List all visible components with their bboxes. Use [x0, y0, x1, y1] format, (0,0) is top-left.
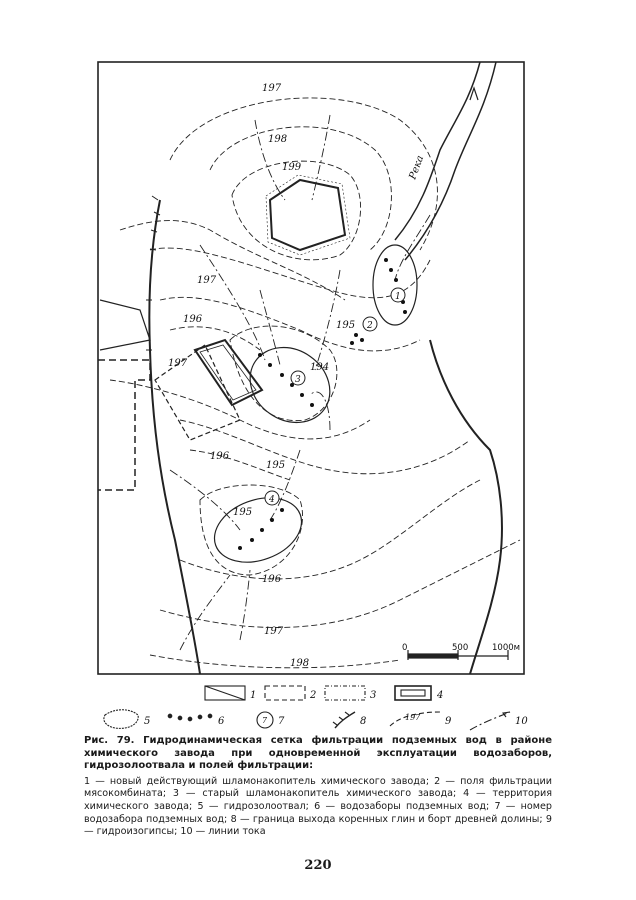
contour-198 — [210, 127, 391, 250]
well-field-1-outline — [373, 245, 417, 325]
legend-plant-icon-inner — [401, 690, 425, 696]
flow-line — [395, 215, 430, 280]
legend-number: 9 — [445, 716, 452, 727]
legend-number: 8 — [360, 716, 367, 727]
caption-body: 1 — новый действующий шламонакопитель химического завода; 2 — поля фильтрации мясокомбината; 3 — старый шламонакопитель химического завода; 4 — территория химического завода; 5 — гидрозолоотвал; 6 — водозаборы подземных вод; 7 — номер водозабора подземных вод; 8 — граница выхода коренных глин и борт древней долины; 9 — гидроизогипсы; 10 — линии тока — [84, 775, 552, 838]
contour-label: 195 — [266, 460, 286, 471]
legend-valley-hatching-icon — [333, 712, 349, 725]
well-field-4-outline — [205, 486, 310, 573]
flow-line — [255, 120, 288, 200]
scale-tick-label: 0 — [402, 643, 408, 653]
valley-hatching — [146, 196, 160, 350]
ash-dump-outline — [270, 180, 345, 250]
figure-caption — [84, 735, 552, 839]
legend-number: 1 — [250, 690, 257, 701]
flow-line — [312, 115, 330, 200]
contour-label: 196 — [210, 451, 230, 462]
legend-number: 2 — [310, 690, 317, 701]
valley-boundary-west — [149, 200, 200, 674]
flow-line — [170, 470, 240, 530]
legend-isohypse-label: 197 — [405, 713, 421, 722]
scale-tick-label: 500 — [452, 643, 469, 653]
well-field-number: 2 — [367, 321, 373, 331]
legend-old-sludge-icon — [325, 686, 365, 700]
scale-tick-label: 1000м — [492, 643, 521, 653]
contour-extra-2 — [110, 380, 370, 439]
flow-line — [240, 570, 250, 640]
legend-number: 7 — [278, 716, 285, 727]
legend-flow-arrow-icon — [503, 712, 510, 717]
contour-label: 197 — [262, 83, 282, 94]
contour-195-lower — [180, 420, 470, 474]
contour-label: 197 — [197, 275, 217, 286]
contour-196-south — [180, 480, 480, 579]
well-field-number: 1 — [395, 292, 401, 302]
legend-plant-icon — [395, 686, 431, 700]
legend-number: 4 — [437, 690, 444, 701]
legend-well-number-label: 7 — [262, 716, 268, 725]
contour-label: 196 — [183, 314, 203, 325]
river-label: Река — [407, 154, 427, 182]
legend-well-icon — [168, 714, 172, 718]
contour-label: 198 — [268, 134, 288, 145]
contour-label: 197 — [168, 358, 188, 369]
contour-194-ring — [230, 326, 337, 421]
well-field-number: 4 — [269, 495, 275, 505]
legend-number: 10 — [515, 716, 528, 727]
flow-line — [200, 245, 265, 360]
contour-198-south — [150, 655, 400, 668]
legend-new-sludge-icon — [205, 686, 245, 700]
legend-number: 3 — [370, 690, 377, 701]
page-number: 220 — [304, 858, 332, 873]
legend-number: 5 — [144, 716, 151, 727]
legend-valley-boundary-icon — [335, 712, 355, 728]
well-field-number: 3 — [295, 375, 301, 385]
river-line — [395, 62, 480, 240]
caption-title: Рис. 79. Гидродинамическая сетка фильтрации подземных вод в районе химического завода при одновременной эксплуатации водозаборов, гидрозолоотвала и полей фильтрации: — [84, 735, 552, 772]
valley-boundary-east — [430, 340, 502, 674]
contour-197-outer — [170, 98, 437, 250]
contour-197-mid — [150, 248, 430, 298]
legend-number: 6 — [218, 716, 225, 727]
contour-label: 197 — [264, 626, 284, 637]
contour-label: 198 — [290, 658, 310, 669]
legend-filtration-icon — [265, 686, 305, 700]
contour-label: 195 — [336, 320, 356, 331]
new-sludge-store — [100, 300, 150, 350]
contour-label: 194 — [310, 362, 330, 373]
flow-line — [180, 575, 230, 650]
legend-ash-dump-icon — [104, 710, 138, 729]
contour-197-south — [160, 540, 520, 628]
contour-label: 199 — [282, 162, 302, 173]
contour-label: 196 — [262, 574, 282, 585]
filtration-fields — [98, 360, 150, 490]
contour-label: 195 — [233, 507, 253, 518]
